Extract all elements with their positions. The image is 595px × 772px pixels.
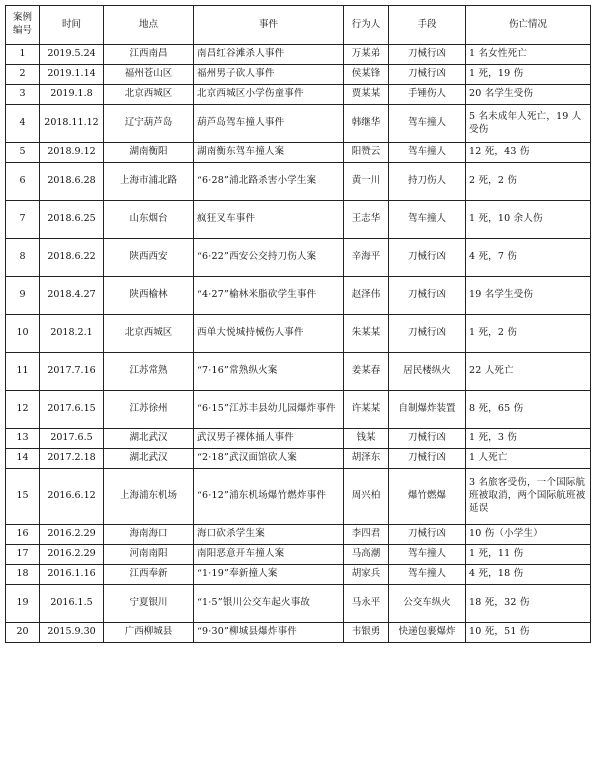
table-row (6, 545, 591, 565)
table-row (6, 525, 591, 545)
header-actor: 行为人 (344, 6, 389, 45)
result-cell: 12 死，43 伤 (466, 143, 591, 163)
header-place: 地点 (104, 6, 194, 45)
time-cell: 2017.2.18 (40, 449, 104, 469)
case-id-cell: 8 (6, 239, 40, 277)
case-id-cell: 2 (6, 65, 40, 85)
place-cell: 陕西榆林 (104, 277, 194, 315)
header-case-id-line1: 案例 (12, 12, 32, 24)
header-row (6, 6, 591, 45)
table-row (6, 585, 591, 623)
table-row (6, 469, 591, 525)
case-id-cell: 12 (6, 391, 40, 429)
event-cell: 武汉男子裸体捅人事件 (194, 429, 344, 449)
means-cell: 公交车纵火 (389, 585, 466, 623)
place-cell: 江苏徐州 (104, 391, 194, 429)
result-cell: 4 死，18 伤 (466, 565, 591, 585)
event-cell: “2·18”武汉面馆砍人案 (194, 449, 344, 469)
event-cell: “4·27”榆林米脂砍学生事件 (194, 277, 344, 315)
place-cell: 辽宁葫芦岛 (104, 105, 194, 143)
actor-cell: 朱某某 (344, 315, 389, 353)
table-row (6, 391, 591, 429)
event-cell: 葫芦岛驾车撞人事件 (194, 105, 344, 143)
place-cell: 湖北武汉 (104, 429, 194, 449)
actor-cell: 万某弟 (344, 45, 389, 65)
table-row (6, 201, 591, 239)
table-row (6, 353, 591, 391)
place-cell: 福州苍山区 (104, 65, 194, 85)
place-cell: 湖北武汉 (104, 449, 194, 469)
actor-cell: 赵泽伟 (344, 277, 389, 315)
time-cell: 2017.6.5 (40, 429, 104, 449)
table-row (6, 315, 591, 353)
means-cell: 刀械行凶 (389, 429, 466, 449)
time-cell: 2017.7.16 (40, 353, 104, 391)
place-cell: 海南海口 (104, 525, 194, 545)
table-body (6, 45, 591, 643)
actor-cell: 胡泽东 (344, 449, 389, 469)
place-cell: 宁夏银川 (104, 585, 194, 623)
means-cell: 驾车撞人 (389, 201, 466, 239)
event-cell: “1·19”奉新撞人案 (194, 565, 344, 585)
case-id-cell: 10 (6, 315, 40, 353)
means-cell: 刀械行凶 (389, 45, 466, 65)
case-id-cell: 9 (6, 277, 40, 315)
event-cell: “9·30”柳城县爆炸事件 (194, 623, 344, 643)
actor-cell: 韩继华 (344, 105, 389, 143)
time-cell: 2018.6.22 (40, 239, 104, 277)
result-cell: 1 死，19 伤 (466, 65, 591, 85)
event-cell: 北京西城区小学伤童事件 (194, 85, 344, 105)
result-cell: 20 名学生受伤 (466, 85, 591, 105)
time-cell: 2018.11.12 (40, 105, 104, 143)
actor-cell: 贾某某 (344, 85, 389, 105)
time-cell: 2018.9.12 (40, 143, 104, 163)
event-cell: “6·12”浦东机场爆竹燃炸事件 (194, 469, 344, 525)
time-cell: 2017.6.15 (40, 391, 104, 429)
means-cell: 刀械行凶 (389, 449, 466, 469)
time-cell: 2016.2.29 (40, 545, 104, 565)
result-cell: 1 死，10 余人伤 (466, 201, 591, 239)
actor-cell: 马永平 (344, 585, 389, 623)
table-row (6, 143, 591, 163)
result-cell: 4 死，7 伤 (466, 239, 591, 277)
event-cell: 海口砍杀学生案 (194, 525, 344, 545)
table-row (6, 45, 591, 65)
table-row (6, 239, 591, 277)
actor-cell: 阳赞云 (344, 143, 389, 163)
time-cell: 2019.5.24 (40, 45, 104, 65)
result-cell: 5 名未成年人死亡，19 人受伤 (466, 105, 591, 143)
event-cell: 福州男子砍人事件 (194, 65, 344, 85)
table-row (6, 277, 591, 315)
header-case-id-line2: 编号 (12, 25, 32, 36)
event-cell: “6·22”西安公交持刀伤人案 (194, 239, 344, 277)
result-cell: 10 伤（小学生） (466, 525, 591, 545)
means-cell: 持刀伤人 (389, 163, 466, 201)
place-cell: 广西柳城县 (104, 623, 194, 643)
event-cell: 南阳恶意开车撞人案 (194, 545, 344, 565)
case-id-cell: 20 (6, 623, 40, 643)
case-id-cell: 11 (6, 353, 40, 391)
cases-table (5, 5, 591, 643)
actor-cell: 侯某锋 (344, 65, 389, 85)
time-cell: 2016.1.5 (40, 585, 104, 623)
actor-cell: 李四君 (344, 525, 389, 545)
case-id-cell: 16 (6, 525, 40, 545)
actor-cell: 韦银勇 (344, 623, 389, 643)
case-id-cell: 7 (6, 201, 40, 239)
place-cell: 山东烟台 (104, 201, 194, 239)
means-cell: 驾车撞人 (389, 565, 466, 585)
time-cell: 2016.1.16 (40, 565, 104, 585)
place-cell: 上海市浦北路 (104, 163, 194, 201)
place-cell: 北京西城区 (104, 315, 194, 353)
table-row (6, 429, 591, 449)
means-cell: 驾车撞人 (389, 143, 466, 163)
case-id-cell: 6 (6, 163, 40, 201)
event-cell: “6·28”浦北路杀害小学生案 (194, 163, 344, 201)
table-row (6, 163, 591, 201)
means-cell: 居民楼纵火 (389, 353, 466, 391)
place-cell: 上海浦东机场 (104, 469, 194, 525)
case-id-cell: 14 (6, 449, 40, 469)
case-id-cell: 5 (6, 143, 40, 163)
time-cell: 2019.1.8 (40, 85, 104, 105)
result-cell: 1 名女性死亡 (466, 45, 591, 65)
table-row (6, 85, 591, 105)
case-id-cell: 18 (6, 565, 40, 585)
means-cell: 驾车撞人 (389, 105, 466, 143)
table-row (6, 449, 591, 469)
header-case-id (6, 6, 40, 45)
event-cell: “7·16”常熟纵火案 (194, 353, 344, 391)
time-cell: 2018.6.25 (40, 201, 104, 239)
means-cell: 驾车撞人 (389, 545, 466, 565)
actor-cell: 许某某 (344, 391, 389, 429)
table-row (6, 65, 591, 85)
means-cell: 刀械行凶 (389, 239, 466, 277)
case-id-cell: 19 (6, 585, 40, 623)
place-cell: 北京西城区 (104, 85, 194, 105)
event-cell: 湖南衡东驾车撞人案 (194, 143, 344, 163)
result-cell: 3 名旅客受伤，一个国际航班被取消，两个国际航班被延误 (466, 469, 591, 525)
event-cell: 西单大悦城持械伤人事件 (194, 315, 344, 353)
means-cell: 自制爆炸装置 (389, 391, 466, 429)
actor-cell: 钱某 (344, 429, 389, 449)
header-event: 事件 (194, 6, 344, 45)
case-id-cell: 3 (6, 85, 40, 105)
place-cell: 河南南阳 (104, 545, 194, 565)
time-cell: 2015.9.30 (40, 623, 104, 643)
place-cell: 陕西西安 (104, 239, 194, 277)
case-id-cell: 15 (6, 469, 40, 525)
event-cell: 疯狂叉车事件 (194, 201, 344, 239)
means-cell: 刀械行凶 (389, 315, 466, 353)
result-cell: 10 死，51 伤 (466, 623, 591, 643)
header-result: 伤亡情况 (466, 6, 591, 45)
result-cell: 1 死，11 伤 (466, 545, 591, 565)
header-means: 手段 (389, 6, 466, 45)
time-cell: 2018.2.1 (40, 315, 104, 353)
result-cell: 2 死，2 伤 (466, 163, 591, 201)
result-cell: 1 死，2 伤 (466, 315, 591, 353)
event-cell: 南昌红谷滩杀人事件 (194, 45, 344, 65)
case-id-cell: 4 (6, 105, 40, 143)
actor-cell: 黄一川 (344, 163, 389, 201)
table-row (6, 623, 591, 643)
table-row (6, 105, 591, 143)
means-cell: 刀械行凶 (389, 525, 466, 545)
actor-cell: 姜某春 (344, 353, 389, 391)
actor-cell: 马高潮 (344, 545, 389, 565)
header-time: 时间 (40, 6, 104, 45)
means-cell: 爆竹燃爆 (389, 469, 466, 525)
place-cell: 江苏常熟 (104, 353, 194, 391)
time-cell: 2019.1.14 (40, 65, 104, 85)
result-cell: 8 死，65 伤 (466, 391, 591, 429)
time-cell: 2018.4.27 (40, 277, 104, 315)
place-cell: 江西南昌 (104, 45, 194, 65)
event-cell: “1·5”银川公交车起火事故 (194, 585, 344, 623)
place-cell: 湖南衡阳 (104, 143, 194, 163)
actor-cell: 胡家兵 (344, 565, 389, 585)
result-cell: 1 死，3 伤 (466, 429, 591, 449)
result-cell: 1 人死亡 (466, 449, 591, 469)
case-id-cell: 17 (6, 545, 40, 565)
means-cell: 手锤伤人 (389, 85, 466, 105)
case-id-cell: 1 (6, 45, 40, 65)
means-cell: 刀械行凶 (389, 65, 466, 85)
means-cell: 快递包裹爆炸 (389, 623, 466, 643)
actor-cell: 辛海平 (344, 239, 389, 277)
case-id-cell: 13 (6, 429, 40, 449)
actor-cell: 王志华 (344, 201, 389, 239)
actor-cell: 周兴柏 (344, 469, 389, 525)
result-cell: 22 人死亡 (466, 353, 591, 391)
means-cell: 刀械行凶 (389, 277, 466, 315)
result-cell: 19 名学生受伤 (466, 277, 591, 315)
table-row (6, 565, 591, 585)
time-cell: 2016.6.12 (40, 469, 104, 525)
result-cell: 18 死，32 伤 (466, 585, 591, 623)
place-cell: 江西奉新 (104, 565, 194, 585)
time-cell: 2016.2.29 (40, 525, 104, 545)
time-cell: 2018.6.28 (40, 163, 104, 201)
event-cell: “6·15”江苏丰县幼儿园爆炸事件 (194, 391, 344, 429)
